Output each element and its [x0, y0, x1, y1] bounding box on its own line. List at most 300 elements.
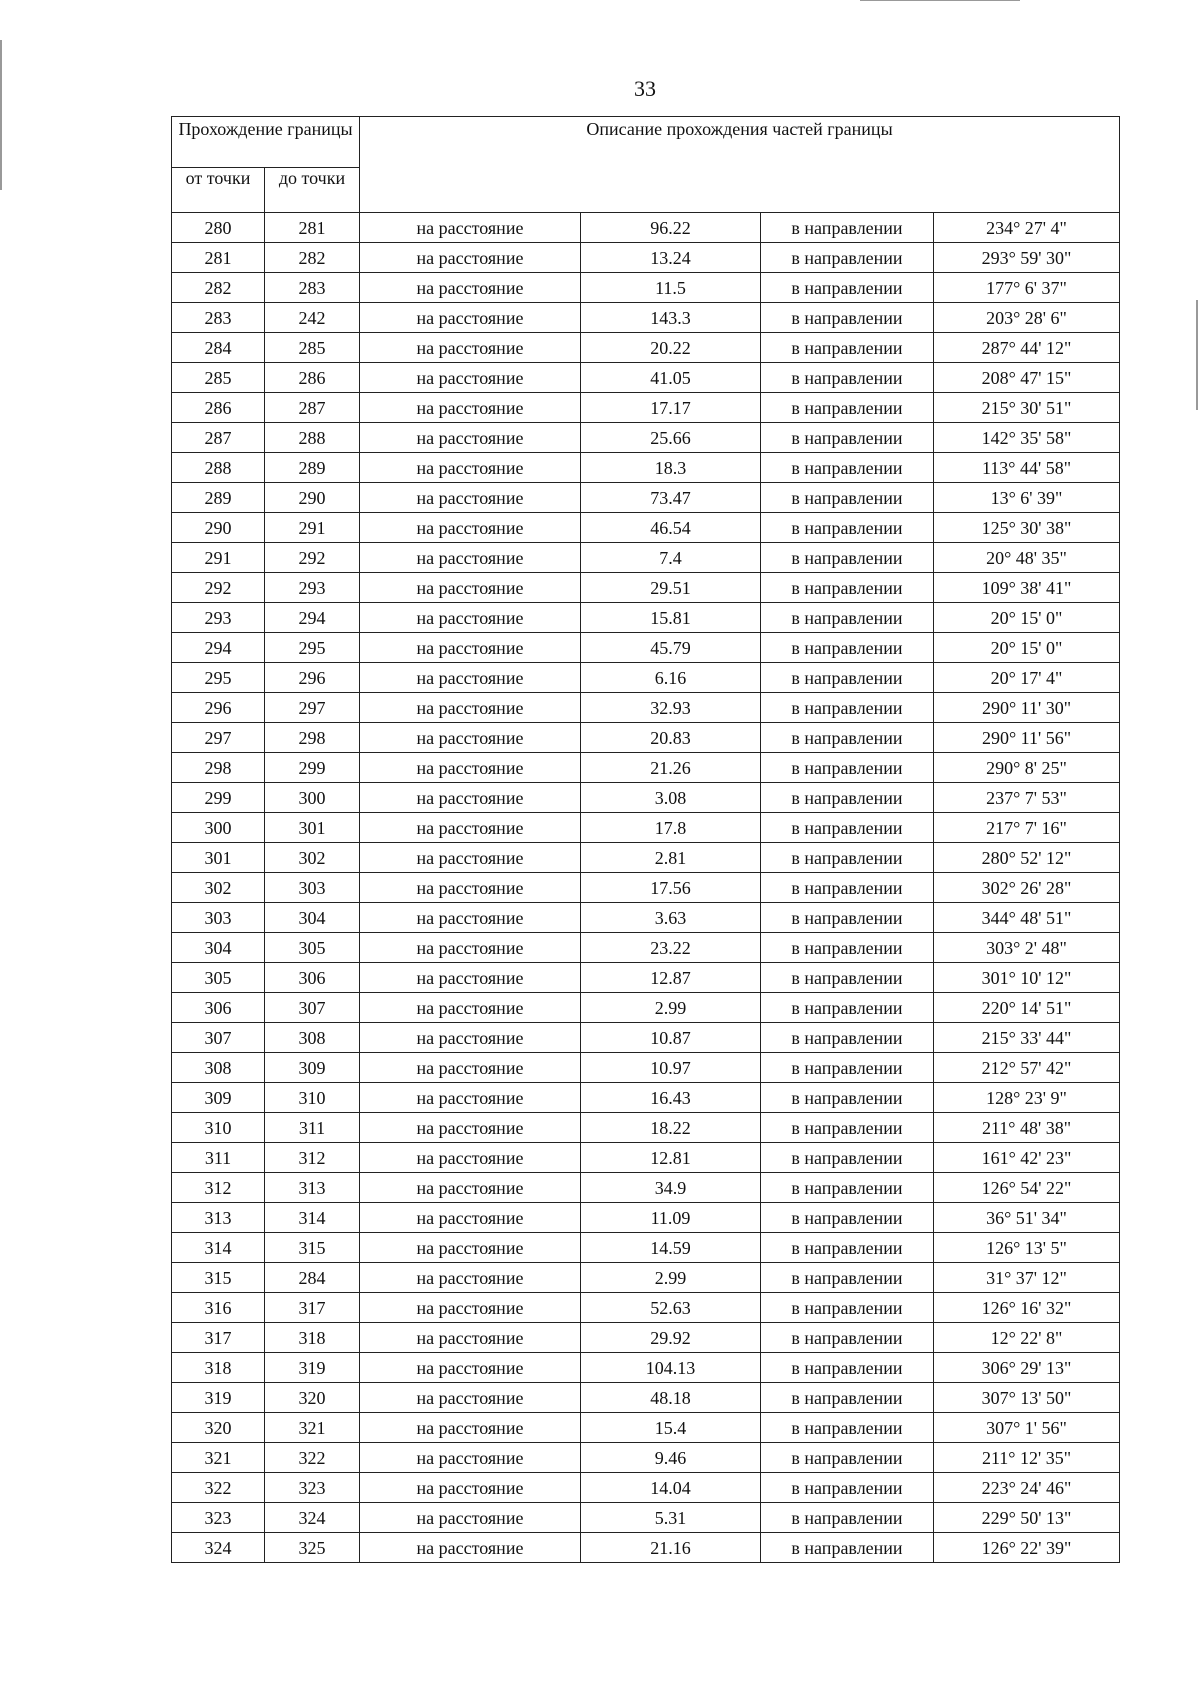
- direction-label-cell: в направлении: [761, 1293, 934, 1323]
- distance-value-cell: 2.81: [581, 843, 761, 873]
- distance-value-cell: 10.97: [581, 1053, 761, 1083]
- to-point-cell: 295: [265, 633, 360, 663]
- distance-value-cell: 32.93: [581, 693, 761, 723]
- distance-label-cell: на расстояние: [360, 1233, 581, 1263]
- to-point-cell: 288: [265, 423, 360, 453]
- direction-angle-cell: 128° 23' 9": [934, 1083, 1120, 1113]
- distance-label-cell: на расстояние: [360, 273, 581, 303]
- to-point-cell: 294: [265, 603, 360, 633]
- from-point-cell: 306: [172, 993, 265, 1023]
- distance-value-cell: 23.22: [581, 933, 761, 963]
- to-point-cell: 285: [265, 333, 360, 363]
- table-row: [172, 813, 1120, 843]
- direction-label-cell: в направлении: [761, 843, 934, 873]
- distance-label-cell: на расстояние: [360, 783, 581, 813]
- distance-label-cell: на расстояние: [360, 1083, 581, 1113]
- to-point-cell: 283: [265, 273, 360, 303]
- distance-value-cell: 20.22: [581, 333, 761, 363]
- distance-label-cell: на расстояние: [360, 993, 581, 1023]
- direction-label-cell: в направлении: [761, 1203, 934, 1233]
- distance-label-cell: на расстояние: [360, 1113, 581, 1143]
- direction-label-cell: в направлении: [761, 603, 934, 633]
- table-row: [172, 573, 1120, 603]
- distance-value-cell: 5.31: [581, 1503, 761, 1533]
- to-point-cell: 307: [265, 993, 360, 1023]
- direction-angle-cell: 126° 22' 39": [934, 1533, 1120, 1563]
- direction-label-cell: в направлении: [761, 1353, 934, 1383]
- distance-label-cell: на расстояние: [360, 813, 581, 843]
- to-point-cell: 293: [265, 573, 360, 603]
- from-point-cell: 307: [172, 1023, 265, 1053]
- direction-label-cell: в направлении: [761, 1143, 934, 1173]
- direction-angle-cell: 20° 17' 4": [934, 663, 1120, 693]
- from-point-cell: 314: [172, 1233, 265, 1263]
- to-point-cell: 325: [265, 1533, 360, 1563]
- distance-label-cell: на расстояние: [360, 933, 581, 963]
- to-point-cell: 314: [265, 1203, 360, 1233]
- from-point-cell: 284: [172, 333, 265, 363]
- from-point-cell: 289: [172, 483, 265, 513]
- distance-value-cell: 34.9: [581, 1173, 761, 1203]
- to-point-cell: 289: [265, 453, 360, 483]
- distance-label-cell: на расстояние: [360, 333, 581, 363]
- table-row: [172, 633, 1120, 663]
- to-point-cell: 308: [265, 1023, 360, 1053]
- direction-label-cell: в направлении: [761, 543, 934, 573]
- direction-label-cell: в направлении: [761, 963, 934, 993]
- table-row: [172, 483, 1120, 513]
- to-point-cell: 321: [265, 1413, 360, 1443]
- distance-label-cell: на расстояние: [360, 963, 581, 993]
- direction-angle-cell: 109° 38' 41": [934, 573, 1120, 603]
- direction-angle-cell: 237° 7' 53": [934, 783, 1120, 813]
- direction-label-cell: в направлении: [761, 783, 934, 813]
- distance-value-cell: 29.92: [581, 1323, 761, 1353]
- table-row: [172, 1173, 1120, 1203]
- direction-label-cell: в направлении: [761, 1263, 934, 1293]
- distance-label-cell: на расстояние: [360, 1443, 581, 1473]
- direction-angle-cell: 125° 30' 38": [934, 513, 1120, 543]
- direction-label-cell: в направлении: [761, 813, 934, 843]
- table-row: [172, 1083, 1120, 1113]
- table-row: [172, 1533, 1120, 1563]
- distance-value-cell: 18.3: [581, 453, 761, 483]
- distance-value-cell: 16.43: [581, 1083, 761, 1113]
- direction-label-cell: в направлении: [761, 1323, 934, 1353]
- from-point-cell: 305: [172, 963, 265, 993]
- from-point-cell: 310: [172, 1113, 265, 1143]
- to-point-cell: 323: [265, 1473, 360, 1503]
- to-point-cell: 310: [265, 1083, 360, 1113]
- table-row: [172, 513, 1120, 543]
- direction-label-cell: в направлении: [761, 423, 934, 453]
- table-row: [172, 1023, 1120, 1053]
- to-point-cell: 290: [265, 483, 360, 513]
- distance-label-cell: на расстояние: [360, 873, 581, 903]
- to-point-cell: 281: [265, 213, 360, 243]
- direction-angle-cell: 307° 1' 56": [934, 1413, 1120, 1443]
- table-row: [172, 333, 1120, 363]
- table-row: [172, 753, 1120, 783]
- distance-label-cell: на расстояние: [360, 393, 581, 423]
- from-point-cell: 304: [172, 933, 265, 963]
- direction-label-cell: в направлении: [761, 573, 934, 603]
- direction-angle-cell: 290° 11' 56": [934, 723, 1120, 753]
- direction-label-cell: в направлении: [761, 1413, 934, 1443]
- from-point-cell: 292: [172, 573, 265, 603]
- to-point-cell: 287: [265, 393, 360, 423]
- distance-label-cell: на расстояние: [360, 723, 581, 753]
- from-point-cell: 315: [172, 1263, 265, 1293]
- direction-angle-cell: 234° 27' 4": [934, 213, 1120, 243]
- distance-label-cell: на расстояние: [360, 1203, 581, 1233]
- to-point-cell: 301: [265, 813, 360, 843]
- from-point-cell: 298: [172, 753, 265, 783]
- direction-angle-cell: 20° 15' 0": [934, 633, 1120, 663]
- direction-label-cell: в направлении: [761, 1173, 934, 1203]
- table-row: [172, 1353, 1120, 1383]
- to-point-cell: 282: [265, 243, 360, 273]
- distance-value-cell: 104.13: [581, 1353, 761, 1383]
- direction-angle-cell: 126° 13' 5": [934, 1233, 1120, 1263]
- from-point-cell: 301: [172, 843, 265, 873]
- distance-value-cell: 17.56: [581, 873, 761, 903]
- direction-label-cell: в направлении: [761, 1083, 934, 1113]
- direction-angle-cell: 203° 28' 6": [934, 303, 1120, 333]
- distance-value-cell: 6.16: [581, 663, 761, 693]
- direction-angle-cell: 302° 26' 28": [934, 873, 1120, 903]
- direction-angle-cell: 161° 42' 23": [934, 1143, 1120, 1173]
- table-row: [172, 1443, 1120, 1473]
- distance-label-cell: на расстояние: [360, 363, 581, 393]
- header-boundary-passage: Прохождение границы: [172, 117, 360, 168]
- from-point-cell: 322: [172, 1473, 265, 1503]
- scan-edge-mark: [1196, 300, 1198, 410]
- direction-label-cell: в направлении: [761, 393, 934, 423]
- to-point-cell: 311: [265, 1113, 360, 1143]
- direction-angle-cell: 220° 14' 51": [934, 993, 1120, 1023]
- distance-value-cell: 13.24: [581, 243, 761, 273]
- distance-value-cell: 11.09: [581, 1203, 761, 1233]
- table-row: [172, 393, 1120, 423]
- table-row: [172, 993, 1120, 1023]
- distance-label-cell: на расстояние: [360, 663, 581, 693]
- direction-label-cell: в направлении: [761, 753, 934, 783]
- direction-angle-cell: 307° 13' 50": [934, 1383, 1120, 1413]
- direction-label-cell: в направлении: [761, 633, 934, 663]
- direction-angle-cell: 20° 48' 35": [934, 543, 1120, 573]
- from-point-cell: 280: [172, 213, 265, 243]
- distance-label-cell: на расстояние: [360, 513, 581, 543]
- distance-value-cell: 7.4: [581, 543, 761, 573]
- table-row: [172, 243, 1120, 273]
- from-point-cell: 282: [172, 273, 265, 303]
- boundary-table: [171, 116, 1120, 1563]
- table-row: [172, 693, 1120, 723]
- to-point-cell: 242: [265, 303, 360, 333]
- direction-label-cell: в направлении: [761, 303, 934, 333]
- from-point-cell: 319: [172, 1383, 265, 1413]
- direction-angle-cell: 211° 12' 35": [934, 1443, 1120, 1473]
- distance-value-cell: 41.05: [581, 363, 761, 393]
- direction-label-cell: в направлении: [761, 333, 934, 363]
- to-point-cell: 292: [265, 543, 360, 573]
- from-point-cell: 316: [172, 1293, 265, 1323]
- direction-label-cell: в направлении: [761, 1023, 934, 1053]
- from-point-cell: 291: [172, 543, 265, 573]
- table-row: [172, 963, 1120, 993]
- distance-label-cell: на расстояние: [360, 483, 581, 513]
- distance-label-cell: на расстояние: [360, 1023, 581, 1053]
- direction-label-cell: в направлении: [761, 1533, 934, 1563]
- direction-angle-cell: 306° 29' 13": [934, 1353, 1120, 1383]
- distance-label-cell: на расстояние: [360, 1293, 581, 1323]
- from-point-cell: 320: [172, 1413, 265, 1443]
- direction-label-cell: в направлении: [761, 873, 934, 903]
- to-point-cell: 313: [265, 1173, 360, 1203]
- direction-label-cell: в направлении: [761, 513, 934, 543]
- from-point-cell: 317: [172, 1323, 265, 1353]
- direction-angle-cell: 287° 44' 12": [934, 333, 1120, 363]
- distance-label-cell: на расстояние: [360, 543, 581, 573]
- direction-angle-cell: 229° 50' 13": [934, 1503, 1120, 1533]
- from-point-cell: 318: [172, 1353, 265, 1383]
- table-row: [172, 363, 1120, 393]
- table-row: [172, 723, 1120, 753]
- distance-value-cell: 12.87: [581, 963, 761, 993]
- from-point-cell: 281: [172, 243, 265, 273]
- direction-label-cell: в направлении: [761, 723, 934, 753]
- to-point-cell: 315: [265, 1233, 360, 1263]
- table-row: [172, 933, 1120, 963]
- distance-value-cell: 15.81: [581, 603, 761, 633]
- distance-value-cell: 20.83: [581, 723, 761, 753]
- distance-label-cell: на расстояние: [360, 1413, 581, 1443]
- direction-label-cell: в направлении: [761, 903, 934, 933]
- from-point-cell: 309: [172, 1083, 265, 1113]
- direction-angle-cell: 290° 8' 25": [934, 753, 1120, 783]
- to-point-cell: 304: [265, 903, 360, 933]
- distance-label-cell: на расстояние: [360, 303, 581, 333]
- distance-value-cell: 3.08: [581, 783, 761, 813]
- table-row: [172, 1413, 1120, 1443]
- table-row: [172, 843, 1120, 873]
- distance-value-cell: 15.4: [581, 1413, 761, 1443]
- distance-value-cell: 14.04: [581, 1473, 761, 1503]
- page-number: 33: [634, 76, 656, 101]
- header-from-point: от точки: [172, 168, 265, 213]
- to-point-cell: 317: [265, 1293, 360, 1323]
- direction-angle-cell: 36° 51' 34": [934, 1203, 1120, 1233]
- table-row: [172, 423, 1120, 453]
- table-row: [172, 453, 1120, 483]
- table-body: [172, 213, 1120, 1563]
- distance-label-cell: на расстояние: [360, 843, 581, 873]
- from-point-cell: 312: [172, 1173, 265, 1203]
- distance-value-cell: 48.18: [581, 1383, 761, 1413]
- direction-angle-cell: 126° 54' 22": [934, 1173, 1120, 1203]
- from-point-cell: 293: [172, 603, 265, 633]
- distance-value-cell: 11.5: [581, 273, 761, 303]
- from-point-cell: 290: [172, 513, 265, 543]
- table-row: [172, 543, 1120, 573]
- to-point-cell: 284: [265, 1263, 360, 1293]
- to-point-cell: 312: [265, 1143, 360, 1173]
- from-point-cell: 323: [172, 1503, 265, 1533]
- table-row: [172, 1143, 1120, 1173]
- table-row: [172, 303, 1120, 333]
- distance-value-cell: 29.51: [581, 573, 761, 603]
- direction-angle-cell: 13° 6' 39": [934, 483, 1120, 513]
- direction-angle-cell: 303° 2' 48": [934, 933, 1120, 963]
- distance-value-cell: 17.8: [581, 813, 761, 843]
- distance-value-cell: 45.79: [581, 633, 761, 663]
- distance-label-cell: на расстояние: [360, 213, 581, 243]
- table-row: [172, 873, 1120, 903]
- table-row: [172, 1323, 1120, 1353]
- distance-value-cell: 73.47: [581, 483, 761, 513]
- to-point-cell: 298: [265, 723, 360, 753]
- to-point-cell: 296: [265, 663, 360, 693]
- direction-label-cell: в направлении: [761, 1443, 934, 1473]
- distance-label-cell: на расстояние: [360, 453, 581, 483]
- direction-label-cell: в направлении: [761, 243, 934, 273]
- distance-label-cell: на расстояние: [360, 603, 581, 633]
- from-point-cell: 313: [172, 1203, 265, 1233]
- from-point-cell: 285: [172, 363, 265, 393]
- direction-label-cell: в направлении: [761, 1233, 934, 1263]
- from-point-cell: 295: [172, 663, 265, 693]
- table-row: [172, 663, 1120, 693]
- direction-angle-cell: 280° 52' 12": [934, 843, 1120, 873]
- distance-label-cell: на расстояние: [360, 1053, 581, 1083]
- direction-angle-cell: 126° 16' 32": [934, 1293, 1120, 1323]
- direction-angle-cell: 293° 59' 30": [934, 243, 1120, 273]
- distance-label-cell: на расстояние: [360, 423, 581, 453]
- distance-value-cell: 143.3: [581, 303, 761, 333]
- to-point-cell: 319: [265, 1353, 360, 1383]
- direction-angle-cell: 223° 24' 46": [934, 1473, 1120, 1503]
- direction-label-cell: в направлении: [761, 693, 934, 723]
- direction-angle-cell: 208° 47' 15": [934, 363, 1120, 393]
- table-row: [172, 1473, 1120, 1503]
- distance-label-cell: на расстояние: [360, 1383, 581, 1413]
- direction-label-cell: в направлении: [761, 1473, 934, 1503]
- table-row: [172, 1233, 1120, 1263]
- from-point-cell: 302: [172, 873, 265, 903]
- distance-value-cell: 12.81: [581, 1143, 761, 1173]
- from-point-cell: 321: [172, 1443, 265, 1473]
- distance-value-cell: 17.17: [581, 393, 761, 423]
- direction-label-cell: в направлении: [761, 1113, 934, 1143]
- direction-angle-cell: 290° 11' 30": [934, 693, 1120, 723]
- to-point-cell: 324: [265, 1503, 360, 1533]
- direction-angle-cell: 31° 37' 12": [934, 1263, 1120, 1293]
- table-row: [172, 1263, 1120, 1293]
- distance-label-cell: на расстояние: [360, 903, 581, 933]
- direction-label-cell: в направлении: [761, 993, 934, 1023]
- from-point-cell: 296: [172, 693, 265, 723]
- direction-label-cell: в направлении: [761, 213, 934, 243]
- distance-label-cell: на расстояние: [360, 1143, 581, 1173]
- distance-label-cell: на расстояние: [360, 1503, 581, 1533]
- from-point-cell: 286: [172, 393, 265, 423]
- distance-value-cell: 14.59: [581, 1233, 761, 1263]
- table-row: [172, 1203, 1120, 1233]
- direction-angle-cell: 217° 7' 16": [934, 813, 1120, 843]
- to-point-cell: 305: [265, 933, 360, 963]
- distance-label-cell: на расстояние: [360, 753, 581, 783]
- distance-value-cell: 46.54: [581, 513, 761, 543]
- direction-label-cell: в направлении: [761, 1053, 934, 1083]
- to-point-cell: 302: [265, 843, 360, 873]
- table-row: [172, 1113, 1120, 1143]
- from-point-cell: 311: [172, 1143, 265, 1173]
- scan-edge-mark: [860, 0, 1020, 1]
- table-row: [172, 273, 1120, 303]
- distance-value-cell: 18.22: [581, 1113, 761, 1143]
- to-point-cell: 320: [265, 1383, 360, 1413]
- table-row: [172, 1053, 1120, 1083]
- table-row: [172, 1503, 1120, 1533]
- distance-value-cell: 10.87: [581, 1023, 761, 1053]
- direction-angle-cell: 215° 33' 44": [934, 1023, 1120, 1053]
- distance-label-cell: на расстояние: [360, 1533, 581, 1563]
- header-description: Описание прохождения частей границы: [360, 117, 1120, 213]
- direction-angle-cell: 215° 30' 51": [934, 393, 1120, 423]
- table-row: [172, 1293, 1120, 1323]
- to-point-cell: 322: [265, 1443, 360, 1473]
- direction-angle-cell: 344° 48' 51": [934, 903, 1120, 933]
- direction-angle-cell: 113° 44' 58": [934, 453, 1120, 483]
- direction-angle-cell: 212° 57' 42": [934, 1053, 1120, 1083]
- distance-label-cell: на расстояние: [360, 1263, 581, 1293]
- distance-value-cell: 52.63: [581, 1293, 761, 1323]
- distance-value-cell: 9.46: [581, 1443, 761, 1473]
- distance-label-cell: на расстояние: [360, 693, 581, 723]
- to-point-cell: 291: [265, 513, 360, 543]
- from-point-cell: 287: [172, 423, 265, 453]
- direction-label-cell: в направлении: [761, 453, 934, 483]
- distance-label-cell: на расстояние: [360, 573, 581, 603]
- distance-label-cell: на расстояние: [360, 1323, 581, 1353]
- distance-value-cell: 21.16: [581, 1533, 761, 1563]
- distance-value-cell: 3.63: [581, 903, 761, 933]
- to-point-cell: 286: [265, 363, 360, 393]
- from-point-cell: 294: [172, 633, 265, 663]
- from-point-cell: 308: [172, 1053, 265, 1083]
- to-point-cell: 306: [265, 963, 360, 993]
- distance-label-cell: на расстояние: [360, 1173, 581, 1203]
- distance-value-cell: 25.66: [581, 423, 761, 453]
- from-point-cell: 283: [172, 303, 265, 333]
- from-point-cell: 300: [172, 813, 265, 843]
- distance-value-cell: 96.22: [581, 213, 761, 243]
- direction-angle-cell: 301° 10' 12": [934, 963, 1120, 993]
- to-point-cell: 309: [265, 1053, 360, 1083]
- direction-label-cell: в направлении: [761, 1503, 934, 1533]
- distance-value-cell: 2.99: [581, 1263, 761, 1293]
- distance-label-cell: на расстояние: [360, 633, 581, 663]
- direction-angle-cell: 177° 6' 37": [934, 273, 1120, 303]
- direction-label-cell: в направлении: [761, 483, 934, 513]
- direction-angle-cell: 20° 15' 0": [934, 603, 1120, 633]
- distance-label-cell: на расстояние: [360, 1473, 581, 1503]
- distance-value-cell: 21.26: [581, 753, 761, 783]
- direction-angle-cell: 211° 48' 38": [934, 1113, 1120, 1143]
- from-point-cell: 288: [172, 453, 265, 483]
- direction-label-cell: в направлении: [761, 363, 934, 393]
